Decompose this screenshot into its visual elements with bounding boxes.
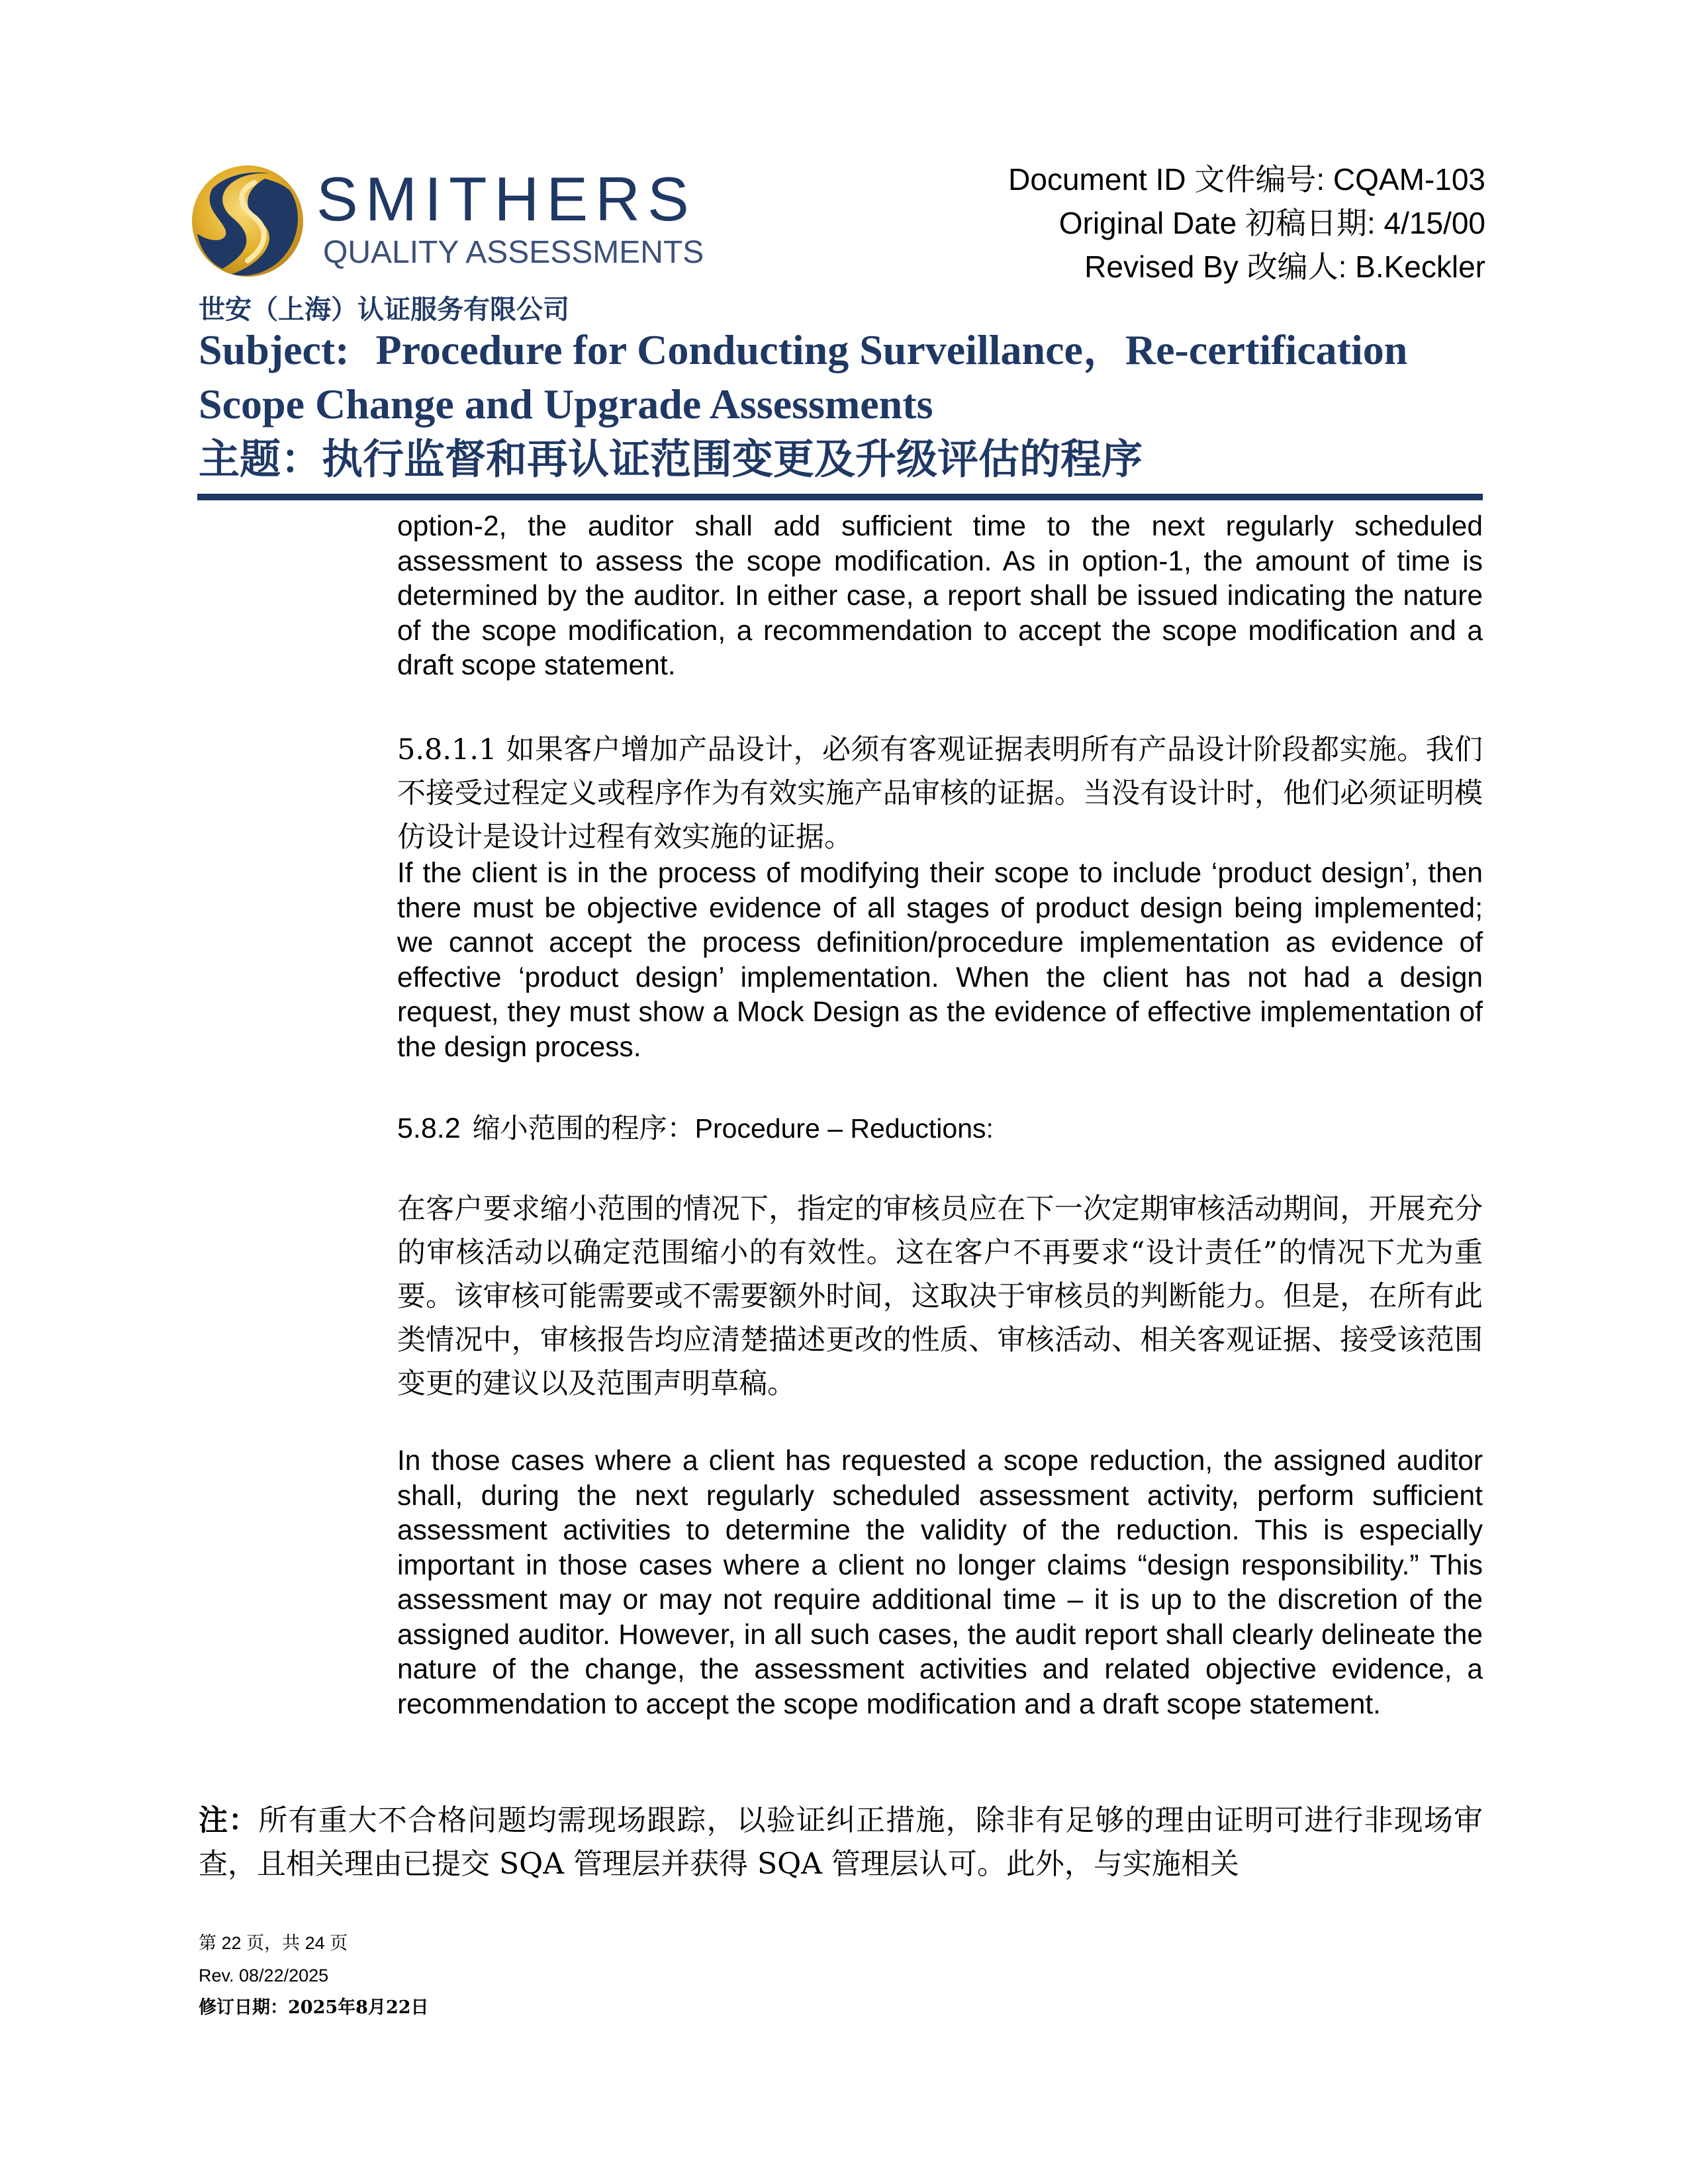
paragraph-5811-en: If the client is in the process of modifying their scope to include ‘product design’, then there must be objective evidence of all stages of product design being implemented; we cannot accept the process definition/procedure implementation as evidence of effective ‘product design’ implementation. When the client has not had a design request, they must show a Mock Design as the evidence of effective implementation of the design process. <box>397 858 1483 1063</box>
section-heading-582 <box>397 1107 994 1146</box>
company-logo <box>191 164 733 278</box>
paragraph-option2: option-2, the auditor shall add sufficient time to the next regularly scheduled assessment to assess the scope modification. As in option-1, the amount of time is determined by the auditor. In either case, a report shall be issued indicating the nature of the scope modification, a recommendation to accept the scope modification and a draft scope statement. <box>397 511 1483 681</box>
subject-block <box>199 323 1489 487</box>
document-id: Document ID 文件编号: CQAM-103 <box>1008 162 1485 197</box>
paragraph-582-cn: 在客户要求缩小范围的情况下，指定的审核员应在下一次定期审核活动期间，开展充分的审核活动以确定范围缩小的有效性。这在客户不再要求“设计责任”的情况下尤为重要。该审核可能需要或不需要额外时间，这取决于审核员的判断能力。但是，在所有此类情况中，审核报告均应清楚描述更改的性质、审核活动、相关客观证据、接受该范围变更的建议以及范围声明草稿。 <box>397 1193 1483 1400</box>
original-date: Original Date 初稿日期: 4/15/00 <box>1058 206 1485 240</box>
revision-date-cn: 修订日期：2025年8月22日 <box>199 1997 429 2018</box>
section-title-en: Procedure – Reductions: <box>694 1113 994 1144</box>
header-divider <box>197 494 1483 500</box>
note-text: 所有重大不合格问题均需现场跟踪，以验证纠正措施，除非有足够的理由证明可进行非现场审查，且相关理由已提交 SQA 管理层并获得 SQA 管理层认可。此外，与实施相关 <box>199 1803 1483 1881</box>
subject-title-cn: 主题：执行监督和再认证范围变更及升级评估的程序 <box>199 435 1143 483</box>
current-page: 22 <box>221 1933 242 1953</box>
page-footer <box>199 1927 429 2024</box>
logo-tagline: QUALITY ASSESSMENTS <box>323 235 704 270</box>
paragraph-5811-cn: 5.8.1.1 如果客户增加产品设计，必须有客观证据表明所有产品设计阶段都实施。我们不接受过程定义或程序作为有效实施产品审核的证据。当没有设计时，他们必须证明模仿设计是设计过程有效实施的证据。 <box>397 733 1483 854</box>
total-pages: 24 <box>305 1933 325 1953</box>
smithers-swirl-icon <box>191 164 306 278</box>
page-number: 第 22 页，共 24 页 <box>199 1933 348 1954</box>
section-title-cn: 缩小范围的程序： <box>472 1112 695 1144</box>
section-number: 5.8.2 <box>397 1113 461 1144</box>
subject-line-1 <box>199 323 1489 377</box>
revised-by: Revised By 改编人: B.Keckler <box>1084 250 1485 284</box>
subject-title-1: Procedure for Conducting Surveillance，Re-certification <box>375 326 1408 373</box>
company-name-cn: 世安（上海）认证服务有限公司 <box>199 295 569 325</box>
subject-line-2: Scope Change and Upgrade Assessments <box>199 381 933 428</box>
note-paragraph <box>199 1799 1483 1886</box>
document-meta <box>1008 158 1485 289</box>
paragraph-582-en: In those cases where a client has requested a scope reduction, the assigned auditor shall, during the next regularly scheduled assessment activity, perform sufficient assessment activities to determine the validity of the reduction. This is especially important in those cases where a client no longer claims “design responsibility.” This assessment may or may not require additional time – it is up to the discretion of the assigned auditor. However, in all such cases, the audit report shall clearly delineate the nature of the change, the assessment activities and related objective evidence, a recommendation to accept the scope modification and a draft scope statement. <box>397 1445 1483 1720</box>
subject-label: Subject: <box>199 326 350 373</box>
revision-date: Rev. 08/22/2025 <box>199 1966 329 1985</box>
note-label: 注： <box>199 1803 259 1837</box>
logo-wordmark: SMITHERS <box>316 164 696 234</box>
